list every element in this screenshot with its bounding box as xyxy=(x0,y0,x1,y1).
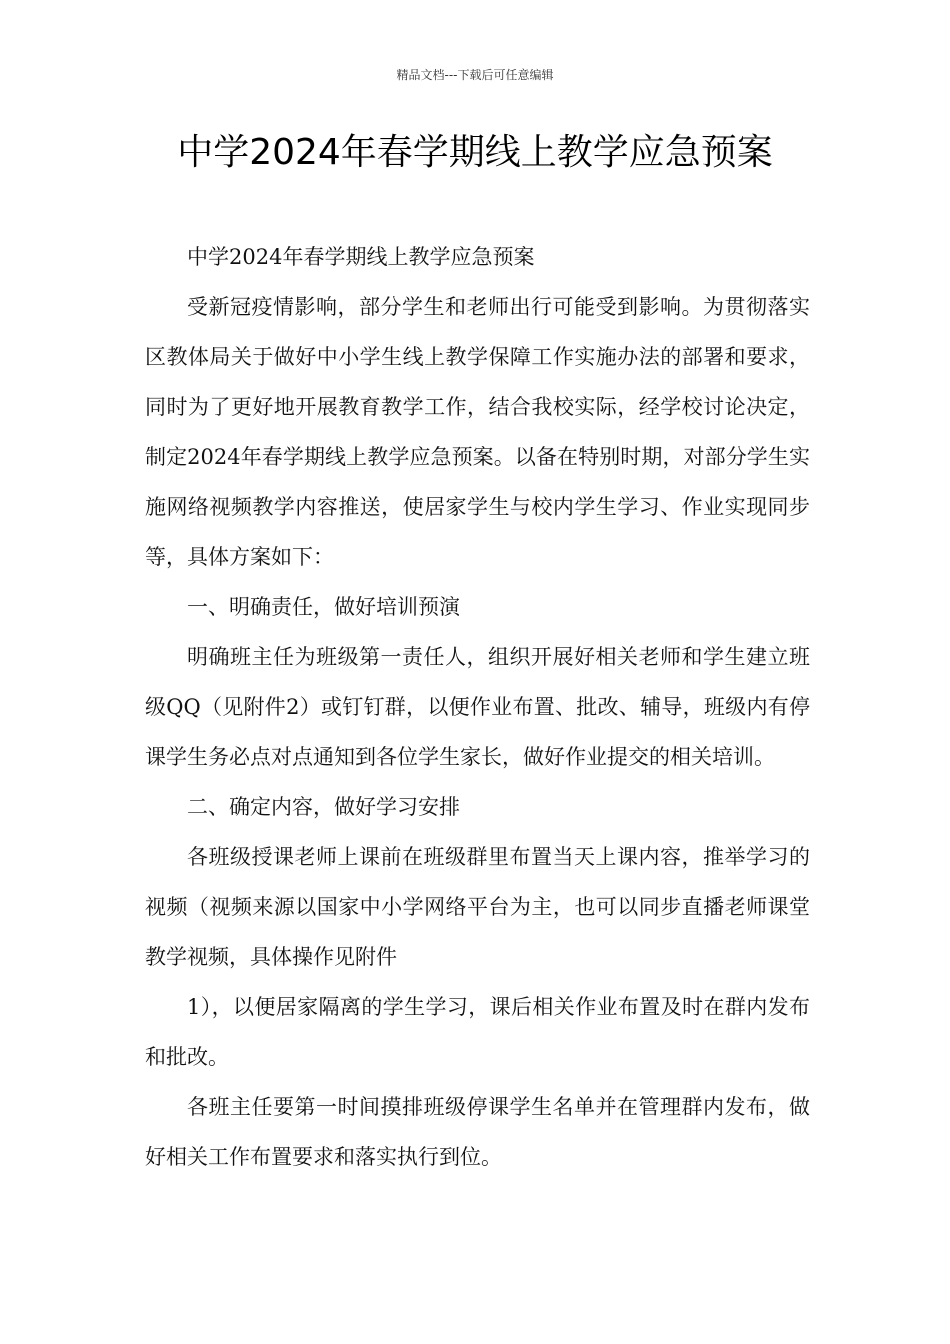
section-heading-1: 一、明确责任，做好培训预演 xyxy=(187,595,460,619)
paragraph-intro: 受新冠疫情影响，部分学生和老师出行可能受到影响。为贯彻落实区教体局关于做好中小学生线上教学保障工作实施办法的部署和要求，同时为了更好地开展教育教学工作，结合我校实际，经学校讨论决定，制定2024年春学期线上教学应急预案。以备在特别时期，对部分学生实施网络视频教学内容推送，使居家学生与校内学生学习、作业实现同步等，具体方案如下： xyxy=(145,295,810,569)
paragraph-section-1: 明确班主任为班级第一责任人，组织开展好相关老师和学生建立班级QQ（见附件2）或钉钉群，以便作业布置、批改、辅导，班级内有停课学生务必点对点通知到各位学生家长，做好作业提交的相关培训。 xyxy=(145,645,810,769)
document-title: 中学2024年春学期线上教学应急预案 xyxy=(177,132,773,173)
section-heading-2: 二、确定内容，做好学习安排 xyxy=(187,795,460,819)
paragraph-section-2a: 各班级授课老师上课前在班级群里布置当天上课内容，推举学习的视频（视频来源以国家中小学网络平台为主，也可以同步直播老师课堂教学视频，具体操作见附件 xyxy=(145,845,810,969)
paragraph-section-2b: 1），以便居家隔离的学生学习，课后相关作业布置及时在群内发布和批改。 xyxy=(145,995,810,1069)
body-subtitle: 中学2024年春学期线上教学应急预案 xyxy=(187,245,535,269)
header-note: 精品文档---下载后可任意编辑 xyxy=(396,68,554,82)
paragraph-section-2c: 各班主任要第一时间摸排班级停课学生名单并在管理群内发布，做好相关工作布置要求和落实执行到位。 xyxy=(145,1095,810,1169)
document-body xyxy=(145,232,810,1182)
